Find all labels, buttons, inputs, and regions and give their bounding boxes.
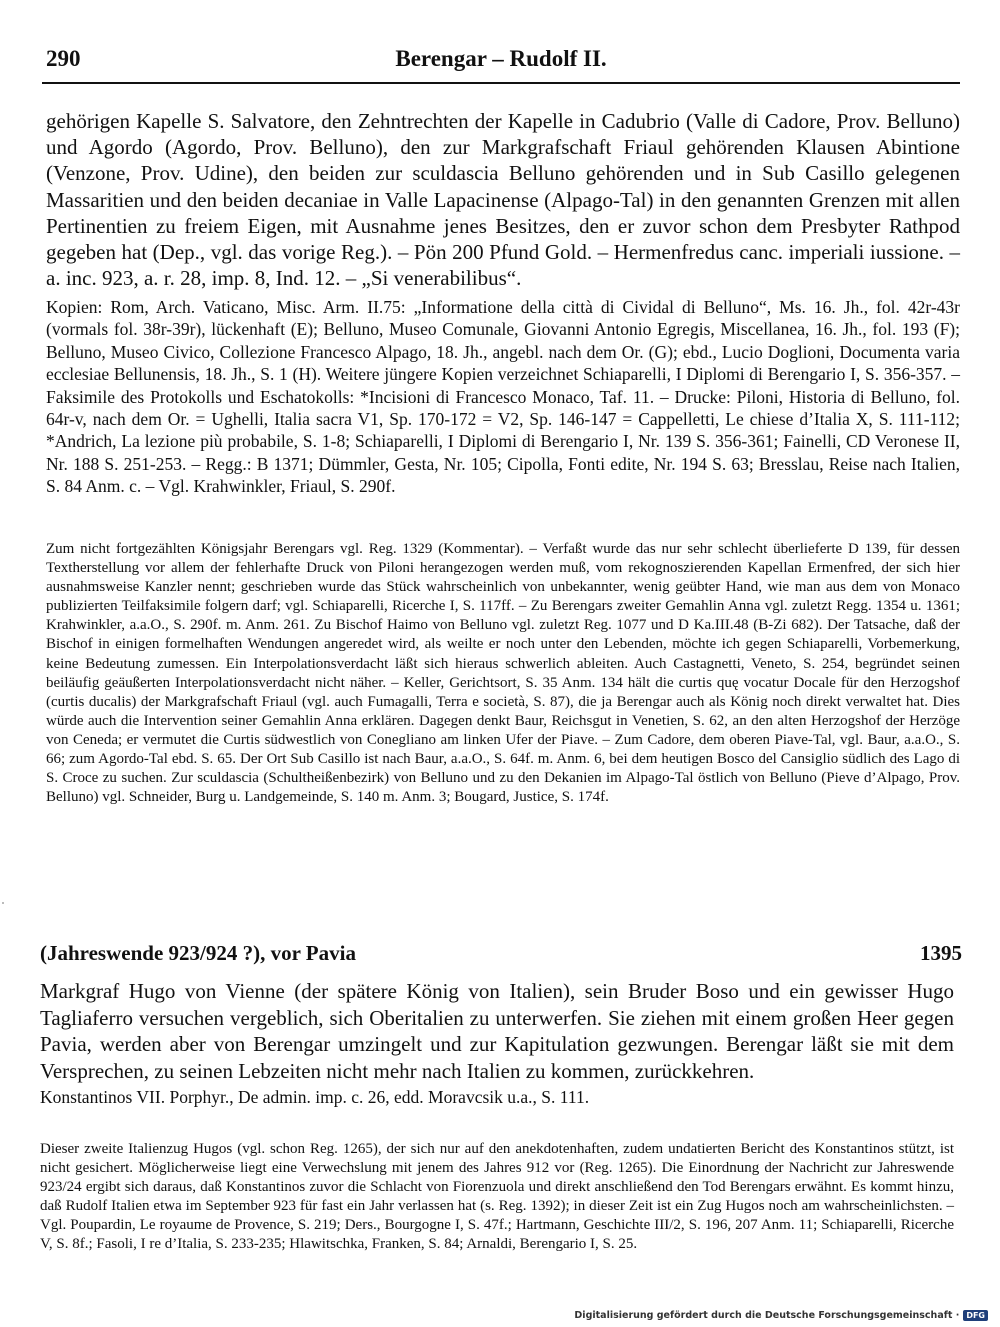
dfg-logo-icon: DFG: [963, 1310, 988, 1321]
header-rule: [42, 82, 960, 84]
source-line: Konstantinos VII. Porphyr., De admin. imp. c. 26, edd. Moravcsik u.a., S. 111.: [40, 1087, 590, 1107]
running-title: Berengar – Rudolf II.: [395, 46, 607, 71]
entry-commentary: Dieser zweite Italienzug Hugos (vgl. schon Reg. 1265), der sich nur auf den anekdotenhaften, zudem undatierten Bericht des Konstantinos stützt, ist nicht gesichert. Möglicherweise liegt eine Verwechslung mit jenem des Jahres 912 vor (Reg. 1265). Die Einordnung der Nachricht zur Jahreswende 923/24 ergibt sich daraus, daß Konstantinos zuvor die Schlacht von Fiorenzuola und direkt anschließend den Tod Berengars erwähnt. Es kommt hinzu, daß Rudolf Italien etwa im September 923 für fast ein Jahr verlassen hat (s. Reg. 1392); in dieser Zeit ist ein Zug Hugos noch am wahrscheinlichsten. – Vgl. Poupardin, Le royaume de Provence, S. 219; Ders., Bourgogne I, S. 47f.; Hartmann, Geschichte III/2, S. 196, 207 Anm. 11; Schiaparelli, Ricerche V, S. 8f.; Fasoli, I re d’Italia, S. 233-235; Hlawitschka, Franken, S. 84; Arnaldi, Berengario I, S. 25.: [40, 1141, 954, 1252]
entry-number: 1395: [920, 941, 962, 965]
commentary-paragraph: Zum nicht fortgezählten Königsjahr Berengars vgl. Reg. 1329 (Kommentar). – Verfaßt wurde das nur sehr schlecht überlieferte D 139, für dessen Textherstellung vor allem der fehlerhafte Druck von Piloni herangezogen werden muß, vom rekognoszierenden Kapellan Ermenfred, der sich hier ausnahmsweise Kanzler nennt; geschrieben wurde das Stück wahrscheinlich von unbekannter, wenig geübter Hand, wie man aus dem von Monaco publizierten Teilfaksimile folgern darf; vgl. Schiaparelli, Ricerche I, S. 117ff. – Zu Berengars zweiter Gemahlin Anna vgl. zuletzt Regg. 1354 u. 1361; Krahwinkler, a.a.O., S. 290f. m. Anm. 261. Zu Bischof Haimo von Belluno vgl. zuletzt Reg. 1077 und D Ka.III.48 (B-Zi 682). Der Tatsache, daß der Bischof in einigen formelhaften Wendungen angeredet wird, als weilte er noch unter den Lebenden, möchte ich gegen Schiaparelli, Vorbemerkung, keine Bedeutung zumessen. Ein Interpolationsverdacht läßt sich hieraus schwerlich ableiten. Auch Castagnetti, Veneto, S. 254, begründet seinen beiläufig geäußerten Interpolationsverdacht nicht näher. – Keller, Gerichtsort, S. 35 Anm. 134 hält die curtis quę vocatur Docale für den Herzogshof (curtis ducalis) der Markgrafschaft Friaul (vgl. auch Fumagalli, Terra e società, S. 87), die ja Berengar auch als König noch direkt verwaltet hat. Dies würde auch die Intervention seiner Gemahlin Anna erklären. Dagegen denkt Baur, Reichsgut in Venetien, S. 62, an den alten Herzogshof der Herzöge von Ceneda; er vermutet die Curtis südwestlich von Conegliano am linken Ufer der Piave. – Zum Cadore, dem oberen Piave-Tal, vgl. Baur, a.a.O., S. 66; zum Agordo-Tal ebd. S. 65. Der Ort Sub Casillo ist nach Baur, a.a.O., S. 64f. m. Anm. 6, bei dem heutigen Bosco del Cansiglio südlich des Lago di S. Croce zu suchen. Zur sculdascia (Schultheißenbezirk) von Belluno und zu den Dekanien im Alpago-Tal östlich von Belluno (Pieve d’Alpago, Prov. Belluno) vgl. Schneider, Burg u. Landgemeinde, S. 140 m. Anm. 3; Bougard, Justice, S. 174f.: [46, 541, 960, 806]
entry-date-place: (Jahreswende 923/924 ?), vor Pavia: [40, 941, 356, 965]
credit-text: Digitalisierung gefördert durch die Deutsche Forschungsgemeinschaft ·: [574, 1310, 960, 1321]
entry-heading: [40, 941, 962, 969]
regest-continuation: gehörigen Kapelle S. Salvatore, den Zehntrechten der Kapelle in Cadubrio (Valle di Cadore, Prov. Belluno) und Agordo (Agordo, Prov. Belluno), den zur Markgrafschaft Friaul gehörenden Klausen Abintione (Venzone, Prov. Udine), den beiden zur sculdascia Belluno gehörenden und in Sub Casillo gelegenen Massaritien und den beiden decaniae in Valle Lapacinense (Alpago-Tal) in den genannten Grenzen mit allen Pertinentien zu freiem Eigen, mit Ausnahme jenes Besitzes, den er zuvor schon dem Presbyter Rathpod gegeben hat (Dep., vgl. das vorige Reg.). – Pön 200 Pfund Gold. – Hermenfredus canc. imperiali iussione. – a. inc. 923, a. r. 28, imp. 8, Ind. 12. – „Si venerabilibus“.: [46, 109, 960, 291]
page-header: [42, 44, 960, 84]
sources-paragraph: Kopien: Rom, Arch. Vaticano, Misc. Arm. II.75: „Informatione della città di Cividal di Belluno“, Ms. 16. Jh., fol. 42r-43r (vormals fol. 38r-39r), lückenhaft (E); Belluno, Museo Comunale, Giovanni Antonio Egregis, Miscellanea, 16. Jh., fol. 193 (F); Belluno, Museo Civico, Collezione Francesco Alpago, 18. Jh., angebl. nach dem Or. (G); ebd., Lucio Doglioni, Documenta varia ecclesiae Bellunensis, 18. Jh., S. 1 (H). Weitere jüngere Kopien verzeichnet Schiaparelli, I Diplomi di Berengario I, S. 356-357. – Faksimile des Protokolls und Eschatokolls: *Incisioni di Francesco Monaco, Taf. 11. – Drucke: Piloni, Historia di Belluno, fol. 64r-v, nach dem Or. = Ughelli, Italia sacra V1, Sp. 170-172 = V2, Sp. 146-147 = Cappelletti, Le chiese d’Italia X, S. 111-112; *Andrich, La lezione più probabile, S. 1-8; Schiaparelli, I Diplomi di Berengario I, Nr. 139 S. 356-361; Fainelli, CD Veronese II, Nr. 188 S. 251-253. – Regg.: B 1371; Dümmler, Gesta, Nr. 105; Cipolla, Fonti edite, Nr. 194 S. 63; Bresslau, Reise nach Italien, S. 84 Anm. c. – Vgl. Krahwinkler, Friaul, S. 290f.: [46, 297, 960, 497]
regest-paragraph: Markgraf Hugo von Vienne (der spätere König von Italien), sein Bruder Boso und ein gewisser Hugo Tagliaferro versuchen vergeblich, sich Oberitalien zu unterwerfen. Sie ziehen mit einem großen Heer gegen Pavia, werden aber von Berengar umzingelt und zur Kapitulation gezwungen. Berengar läßt sie mit dem Versprechen, zu seinen Lebzeiten nicht mehr nach Italien zu kommen, zurückkehren.: [40, 979, 954, 1083]
page-number: 290: [46, 46, 81, 71]
scan-artifact: [2, 902, 4, 904]
digitization-credit: [574, 1310, 988, 1321]
